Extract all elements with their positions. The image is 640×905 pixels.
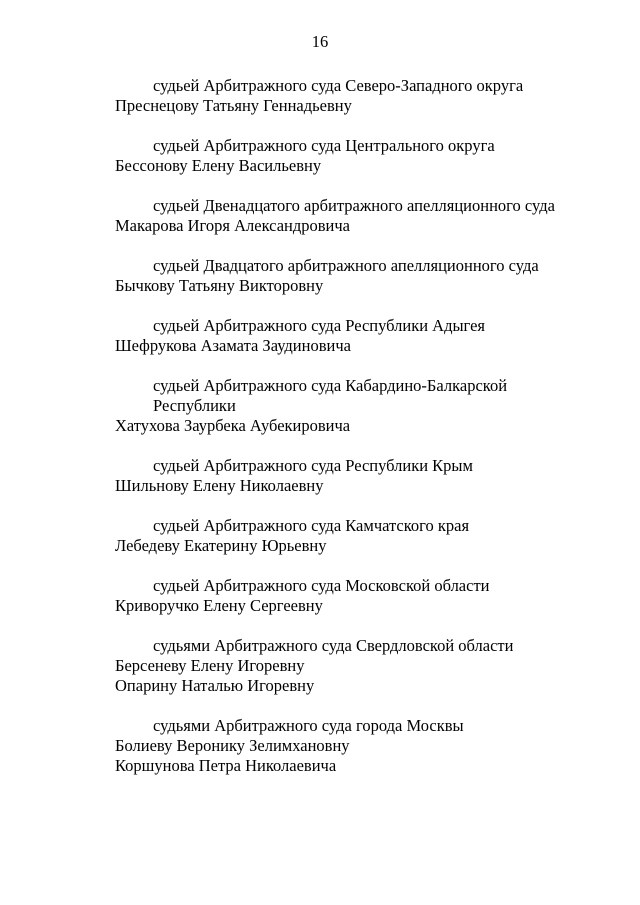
appointment-entry — [0, 316, 640, 356]
judge-name: Шефрукова Азамата Заудиновича — [115, 336, 351, 355]
appointment-entry — [0, 636, 640, 696]
judge-role: судьей Арбитражного суда Северо-Западного округа — [153, 76, 524, 95]
judge-role: судьей Арбитражного суда Центрального округа — [153, 136, 495, 155]
appointment-entry — [0, 376, 640, 436]
judge-name: Лебедеву Екатерину Юрьевну — [115, 536, 327, 555]
appointment-entry — [0, 256, 640, 296]
judge-role: судьями Арбитражного суда Свердловской области — [153, 636, 514, 655]
judge-role: судьей Арбитражного суда Республики Крым — [153, 456, 473, 475]
judge-role: судьей Двенадцатого арбитражного апелляционного суда — [153, 196, 555, 215]
appointment-entry — [0, 456, 640, 496]
judge-name: Шильнову Елену Николаевну — [115, 476, 324, 495]
judge-name: Болиеву Веронику Зелимхановну — [115, 736, 350, 755]
judge-role: судьей Арбитражного суда Республики Адыгея — [153, 316, 486, 335]
judge-name: Берсеневу Елену Игоревну — [115, 656, 305, 675]
judge-role: судьей Арбитражного суда Камчатского края — [153, 516, 470, 535]
judge-name: Бессонову Елену Васильевну — [115, 156, 322, 175]
judge-name: Коршунова Петра Николаевича — [115, 756, 337, 775]
appointment-entry — [0, 516, 640, 556]
appointment-entry — [0, 76, 640, 116]
judge-name: Хатухова Заурбека Аубекировича — [115, 416, 351, 435]
judge-name: Макарова Игоря Александровича — [115, 216, 350, 235]
judge-role: судьями Арбитражного суда города Москвы — [153, 716, 464, 735]
judge-role: судьей Двадцатого арбитражного апелляционного суда — [153, 256, 539, 275]
appointment-entry — [0, 136, 640, 176]
judge-name: Опарину Наталью Игоревну — [115, 676, 315, 695]
judge-name: Преснецову Татьяну Геннадьевну — [115, 96, 352, 115]
judge-name: Бычкову Татьяну Викторовну — [115, 276, 324, 295]
appointment-entry — [0, 576, 640, 616]
judge-role-continuation: Республики — [153, 396, 236, 415]
appointment-list — [0, 76, 640, 796]
judge-name: Криворучко Елену Сергеевну — [115, 596, 323, 615]
judge-role: судьей Арбитражного суда Московской области — [153, 576, 490, 595]
judge-role: судьей Арбитражного суда Кабардино-Балкарской — [153, 376, 508, 395]
appointment-entry — [0, 196, 640, 236]
page-number: 16 — [311, 32, 329, 51]
appointment-entry — [0, 716, 640, 776]
